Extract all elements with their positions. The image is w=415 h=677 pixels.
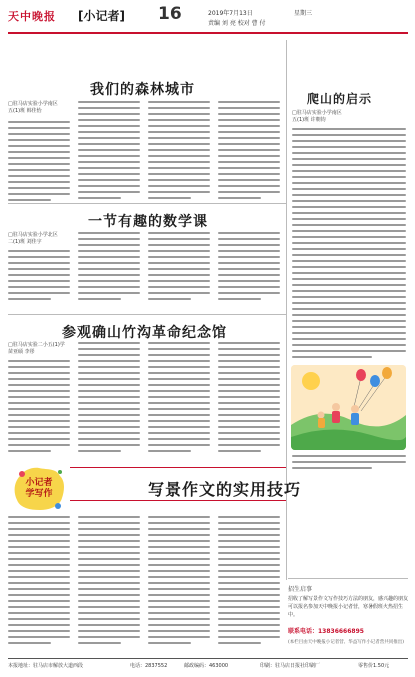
- ad-heading: 招生启事: [288, 586, 313, 593]
- body-text-climb: [292, 128, 406, 362]
- byline-author: 五(1)班 许朝钧: [292, 117, 326, 123]
- byline-author: 苗亚硕 李彤: [8, 349, 35, 355]
- byline-forest: [8, 101, 68, 115]
- issue-weekday: 星期三: [294, 10, 313, 17]
- footer-printer: 印刷：驻马店日报社印刷厂: [260, 663, 321, 669]
- footer-postcode: 邮政编码：463000: [184, 663, 229, 669]
- body-text-math-col2: [78, 232, 140, 304]
- masthead-rule: [8, 32, 408, 34]
- byline-school: □驻马店实验小学南区: [8, 101, 58, 107]
- body-text-math-col1: [8, 250, 70, 304]
- body-text-forest-col4: [218, 101, 280, 203]
- section-name: [小记者]: [78, 9, 125, 23]
- editors-line: 责编 刘 亮 校对 曹 付: [208, 20, 266, 27]
- byline-visit: [8, 342, 68, 356]
- divider-essay-top: [70, 467, 286, 468]
- issue-date: 2019年7月13日: [208, 10, 253, 17]
- article-title-math: 一节有趣的数学课: [88, 214, 208, 230]
- footer-tel: 电话：2837552: [130, 663, 168, 669]
- ad-note: (本栏目由天中晚报小记者营、华益写作小记者营共同推出): [288, 640, 405, 645]
- article-title-visit: 参观确山竹沟革命纪念馆: [62, 325, 227, 341]
- divider-forest: [8, 203, 286, 204]
- byline-school: □驻马店实验小学南区: [292, 110, 342, 116]
- body-text-forest-col2: [78, 101, 140, 203]
- body-text-visit-col2: [78, 342, 140, 456]
- column-badge: [12, 466, 66, 512]
- byline-author: 二(1)班 刘佳宇: [8, 239, 42, 245]
- ad-body: 招收了解写景作文写作技巧方法的朋友，感兴趣的朋友可以报名参加天中晚报小记者营，寒暑假班火热招生中。: [288, 596, 409, 618]
- ad-phone: 联系电话：13836666895: [288, 628, 364, 635]
- article-title-climb: 爬山的启示: [307, 92, 373, 106]
- divider-math: [8, 314, 286, 315]
- divider-ad: [288, 578, 408, 579]
- badge-line-2: 学写作: [25, 489, 53, 499]
- body-text-essay-col4: [218, 516, 280, 648]
- badge-label: [12, 478, 66, 500]
- body-text-math-col4: [218, 232, 280, 304]
- byline-school: □驻马店实验二小五(1)学: [8, 342, 65, 348]
- body-text-visit-col3: [148, 342, 210, 456]
- article-title-forest: 我们的森林城市: [90, 82, 195, 98]
- body-text-visit-col1: [8, 360, 70, 456]
- body-text-essay-col2: [78, 516, 140, 648]
- byline-climb: [292, 110, 352, 124]
- divider-essay-bottom: [70, 500, 286, 501]
- body-text-forest-col3: [148, 101, 210, 203]
- article-title-essay: 写景作文的实用技巧: [148, 480, 302, 499]
- body-text-climb-end: [292, 455, 406, 473]
- byline-school: □驻马店实验小学北区: [8, 232, 58, 238]
- badge-line-1: 小记者: [25, 478, 53, 488]
- page-number: 16: [158, 4, 182, 24]
- body-text-essay-col3: [148, 516, 210, 648]
- page-footer: [8, 658, 408, 670]
- body-text-math-col3: [148, 232, 210, 304]
- masthead: [8, 6, 408, 32]
- footer-address: 本报地址：驻马店市解放大道西段: [8, 663, 84, 669]
- newspaper-logo: 天中晚报: [8, 10, 56, 23]
- byline-author: 五(1)班 韩佳怡: [8, 108, 42, 114]
- byline-math: [8, 232, 68, 246]
- children-illustration: [291, 365, 406, 450]
- footer-price: 零售价1.50元: [358, 663, 390, 669]
- body-text-forest-col1: [8, 121, 70, 205]
- illustration-art: [291, 365, 406, 450]
- body-text-essay-col1: [8, 516, 70, 648]
- body-text-visit-col4: [218, 342, 280, 456]
